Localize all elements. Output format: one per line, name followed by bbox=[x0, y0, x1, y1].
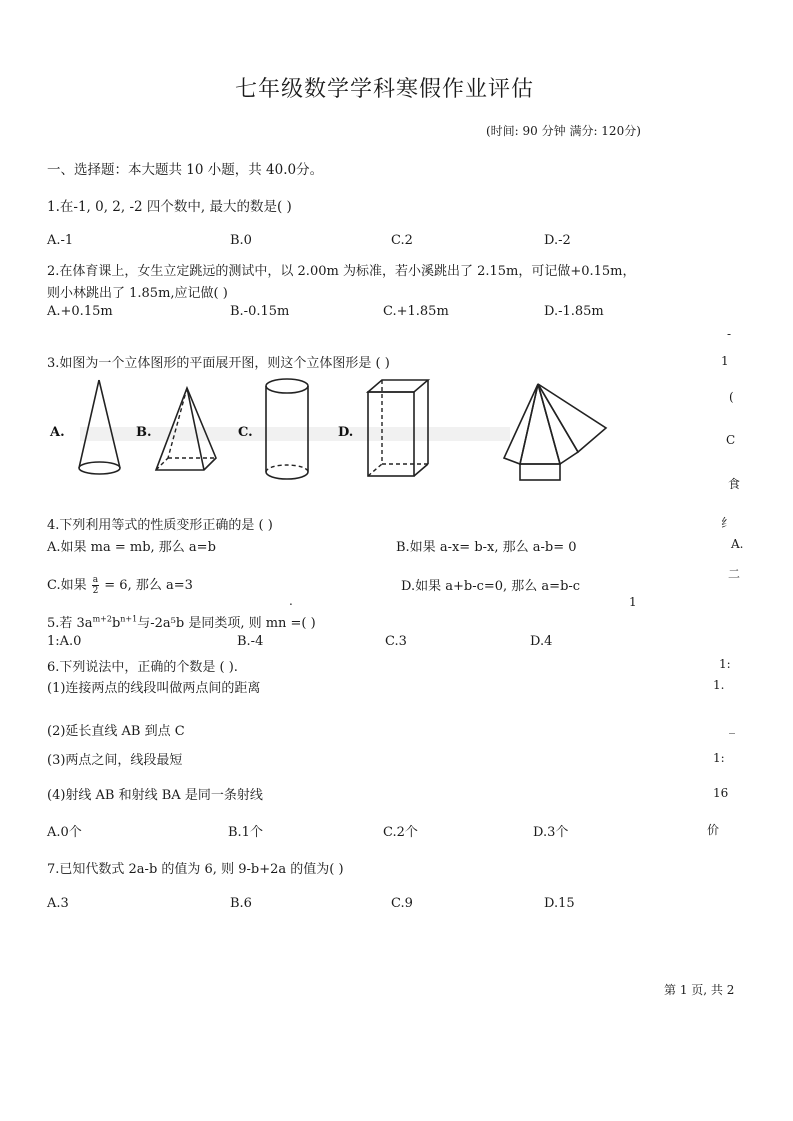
margin-fragment: C bbox=[726, 433, 736, 447]
margin-fragment: 1: bbox=[719, 657, 731, 671]
question-3-figures bbox=[40, 372, 620, 487]
question-6-option-c: C.2个 bbox=[383, 825, 418, 840]
margin-fragment: 1 bbox=[721, 354, 729, 368]
question-1-option-a: A.-1 bbox=[47, 233, 74, 248]
option-c-suffix: = 6, 那么 a=3 bbox=[104, 578, 193, 593]
question-3-stem: 3.如图为一个立体图形的平面展开图，则这个立体图形是 ( ) bbox=[47, 356, 390, 371]
q5-exponent-1: m+2 bbox=[92, 614, 112, 624]
figure-d-label: D. bbox=[338, 425, 354, 440]
question-2-option-b: B.-0.15m bbox=[230, 304, 290, 319]
question-1-option-b: B.0 bbox=[230, 233, 252, 248]
q5-b: b bbox=[111, 616, 121, 631]
question-7-option-b: B.6 bbox=[230, 896, 252, 911]
question-6-stem: 6.下列说法中，正确的个数是 ( ). bbox=[47, 660, 238, 675]
question-6-item-1: (1)连接两点的线段叫做两点间的距离 bbox=[47, 681, 261, 696]
question-6-option-d: D.3个 bbox=[533, 825, 569, 840]
question-2-stem-line2: 则小林跳出了 1.85m,应记做( ) bbox=[47, 286, 228, 301]
question-6-option-a: A.0个 bbox=[47, 825, 82, 840]
margin-fragment: _ bbox=[729, 720, 735, 734]
margin-fragment: 价 bbox=[707, 823, 720, 837]
question-4-option-b: B.如果 a-x= b-x, 那么 a-b= 0 bbox=[396, 540, 577, 555]
question-5-option-b: B.-4 bbox=[237, 634, 264, 649]
stray-mark: . bbox=[289, 594, 293, 608]
section-header: 一、选择题：本大题共 10 小题，共 40.0分。 bbox=[47, 162, 324, 178]
figure-c-label: C. bbox=[238, 425, 253, 440]
net-diagram bbox=[504, 384, 606, 480]
question-4-stem: 4.下列利用等式的性质变形正确的是 ( ) bbox=[47, 518, 273, 533]
q5-exponent-2: n+1 bbox=[120, 614, 138, 624]
question-6-item-4: (4)射线 AB 和射线 BA 是同一条射线 bbox=[47, 788, 263, 803]
margin-fragment: ( bbox=[729, 390, 734, 404]
margin-fragment: 1. bbox=[713, 678, 725, 692]
question-5-stem bbox=[47, 612, 316, 631]
question-2-option-c: C.+1.85m bbox=[383, 304, 449, 319]
question-5-option-d: D.4 bbox=[530, 634, 553, 649]
page-title: 七年级数学学科寒假作业评估 bbox=[235, 77, 535, 102]
page-footer: 第 1 页, 共 2 bbox=[664, 983, 735, 997]
question-6-item-3: (3)两点之间，线段最短 bbox=[47, 753, 183, 768]
question-2-option-a: A.+0.15m bbox=[47, 304, 113, 319]
figure-b-pyramid bbox=[136, 388, 216, 470]
question-6-item-2: (2)延长直线 AB 到点 C bbox=[47, 724, 185, 739]
question-4-option-a: A.如果 ma = mb, 那么 a=b bbox=[47, 540, 216, 555]
exam-meta: (时间: 90 分钟 满分: 120分) bbox=[486, 124, 641, 138]
margin-fragment: 1: bbox=[713, 751, 725, 765]
figure-b-label: B. bbox=[136, 425, 152, 440]
question-5-option-c: C.3 bbox=[385, 634, 407, 649]
margin-fragment: 1 bbox=[629, 595, 637, 609]
question-5-option-a: 1:A.0 bbox=[47, 634, 82, 649]
margin-fragment: - bbox=[727, 327, 732, 341]
fraction bbox=[92, 575, 99, 596]
q5-suffix: 与-2a⁵b 是同类项, 则 mn =( ) bbox=[137, 616, 316, 631]
question-1-stem: 1.在-1, 0, 2, -2 四个数中, 最大的数是( ) bbox=[47, 199, 292, 215]
question-2-option-d: D.-1.85m bbox=[544, 304, 604, 319]
margin-fragment: A. bbox=[731, 537, 744, 551]
q5-prefix: 5.若 3a bbox=[47, 616, 93, 631]
question-2-stem-line1: 2.在体育课上，女生立定跳远的测试中，以 2.00m 为标准，若小溪跳出了 2.15m，可记做+0.15m， bbox=[47, 264, 636, 279]
margin-fragment: 食 bbox=[728, 477, 741, 491]
question-7-option-d: D.15 bbox=[544, 896, 575, 911]
fraction-denominator: 2 bbox=[92, 586, 99, 596]
option-c-prefix: C.如果 bbox=[47, 578, 87, 593]
question-4-option-c bbox=[47, 574, 193, 596]
question-7-stem: 7.已知代数式 2a-b 的值为 6, 则 9-b+2a 的值为( ) bbox=[47, 862, 344, 877]
figure-a-label: A. bbox=[50, 425, 65, 440]
fraction-numerator: a bbox=[92, 575, 99, 585]
question-1-option-d: D.-2 bbox=[544, 233, 571, 248]
question-7-option-c: C.9 bbox=[391, 896, 413, 911]
question-6-option-b: B.1个 bbox=[228, 825, 263, 840]
question-1-option-c: C.2 bbox=[391, 233, 413, 248]
question-4-option-d: D.如果 a+b-c=0, 那么 a=b-c bbox=[401, 579, 581, 594]
margin-fragment: 纟 bbox=[721, 516, 734, 530]
margin-fragment: 16 bbox=[713, 786, 729, 800]
question-7-option-a: A.3 bbox=[47, 896, 69, 911]
margin-fragment: 二 bbox=[728, 567, 741, 581]
